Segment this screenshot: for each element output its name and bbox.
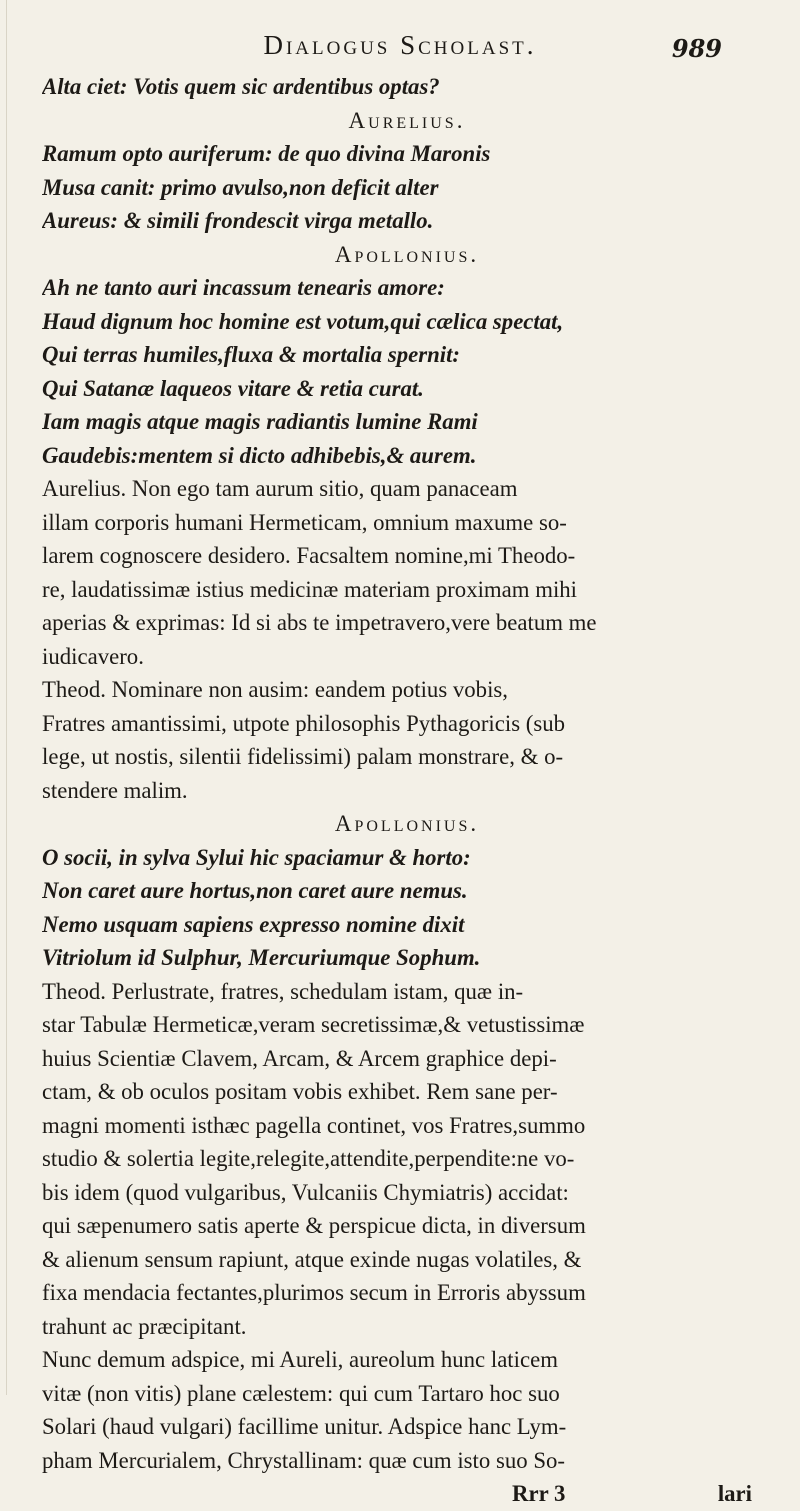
verse-line: Iam magis atque magis radiantis lumine Rami <box>42 409 478 434</box>
prose-line: trahunt ac præcipitant. <box>42 1313 247 1339</box>
verse-line: Alta ciet: Votis quem sic ardentibus optas? <box>42 74 440 99</box>
verse-line: Vitriolum id Sulphur, Mercuriumque Sophum. <box>42 945 481 970</box>
prose-line: pham Mercurialem, Chrystallinam: quæ cum isto suo So- <box>42 1447 565 1473</box>
page-number: 989 <box>671 34 722 63</box>
prose-line: studio & solertia legite,relegite,attendite,perpendite:ne vo- <box>42 1146 575 1171</box>
verse-line: Qui Satanæ laqueos vitare & retia curat. <box>42 375 424 401</box>
prose-line: Nunc demum adspice, mi Aureli, aureolum hunc laticem <box>42 1347 558 1372</box>
prose-line: Solari (haud vulgari) facillime unitur. Adspice hanc Lym- <box>42 1414 567 1439</box>
prose-line: Theod. Perlustrate, fratres, schedulam istam, quæ in- <box>42 978 524 1004</box>
prose-line: ctam, & ob oculos positam vobis exhibet. Rem sane per- <box>42 1079 558 1104</box>
verse-line: Non caret aure hortus,non caret aure nemus. <box>42 878 468 903</box>
prose-line: Aurelius. Non ego tam aurum sitio, quam panaceam <box>42 476 518 501</box>
prose-line: huius Scientiæ Clavem, Arcam, & Arcem graphice depi- <box>42 1045 557 1071</box>
prose-line: illam corporis humani Hermeticam, omnium maxume so- <box>42 509 567 535</box>
prose-line: fixa mendacia fectantes,plurimos secum in Erroris abyssum <box>42 1280 586 1305</box>
verse-line: Haud dignum hoc homine est votum,qui cælica spectat, <box>42 308 564 334</box>
speaker-heading: Apollonius. <box>334 241 480 267</box>
signature-mark: Rrr 3 <box>512 1481 566 1506</box>
prose-line: vitæ (non vitis) plane cælestem: qui cum Tartaro hoc suo <box>42 1380 560 1406</box>
verse-line: Ah ne tanto auri incassum tenearis amore: <box>42 275 445 300</box>
prose-line: aperias & exprimas: Id si abs te impetravero,vere beatum me <box>42 610 597 635</box>
prose-line: lege, ut nostis, silentii fidelissimi) palam monstrare, & o- <box>42 744 564 769</box>
page-footer <box>42 1477 772 1511</box>
prose-line: magni momenti isthæc pagella continet, vos Fratres,summo <box>42 1112 586 1138</box>
prose-line: qui sæpenumero satis aperte & perspicue dicta, in diversum <box>42 1213 586 1238</box>
prose-line: bis idem (quod vulgaribus, Vulcaniis Chymiatris) accidat: <box>42 1179 569 1205</box>
page-header <box>0 30 800 70</box>
page-edge-line <box>6 0 7 1395</box>
prose-line: iudicavero. <box>42 643 144 669</box>
prose-line: re, laudatissimæ istius medicinæ materiam proximam mihi <box>42 576 578 602</box>
running-head: Dialogus Scholast. <box>263 30 537 60</box>
prose-line: Fratres amantissimi, utpote philosophis Pythagoricis (sub <box>42 710 566 736</box>
speaker-heading: Aurelius. <box>348 107 466 133</box>
prose-line: stendere malim. <box>42 777 188 803</box>
verse-line: Musa canit: primo avulso,non deficit alter <box>42 174 439 200</box>
verse-line: Qui terras humiles,fluxa & mortalia spernit: <box>42 342 461 367</box>
verse-line: Gaudebis:mentem si dicto adhibebis,& aurem. <box>42 442 477 468</box>
verse-line: Nemo usquam sapiens expresso nomine dixit <box>42 911 465 937</box>
prose-line: Theod. Nominare non ausim: eandem potius vobis, <box>42 677 508 702</box>
prose-line: star Tabulæ Hermeticæ,veram secretissimæ,& vetustissimæ <box>42 1012 585 1037</box>
prose-line: & alienum sensum rapiunt, atque exinde nugas volatiles, & <box>42 1246 582 1272</box>
catchword: lari <box>717 1481 752 1506</box>
verse-line: Ramum opto auriferum: de quo divina Maronis <box>42 141 491 166</box>
verse-line: O socii, in sylva Sylui hic spaciamur & horto: <box>42 844 471 870</box>
body-text <box>42 70 772 1511</box>
speaker-heading: Apollonius. <box>334 811 480 836</box>
prose-line: larem cognoscere desidero. Facsaltem nomine,mi Theodo- <box>42 543 576 568</box>
verse-line: Aureus: & simili frondescit virga metallo. <box>42 208 434 233</box>
